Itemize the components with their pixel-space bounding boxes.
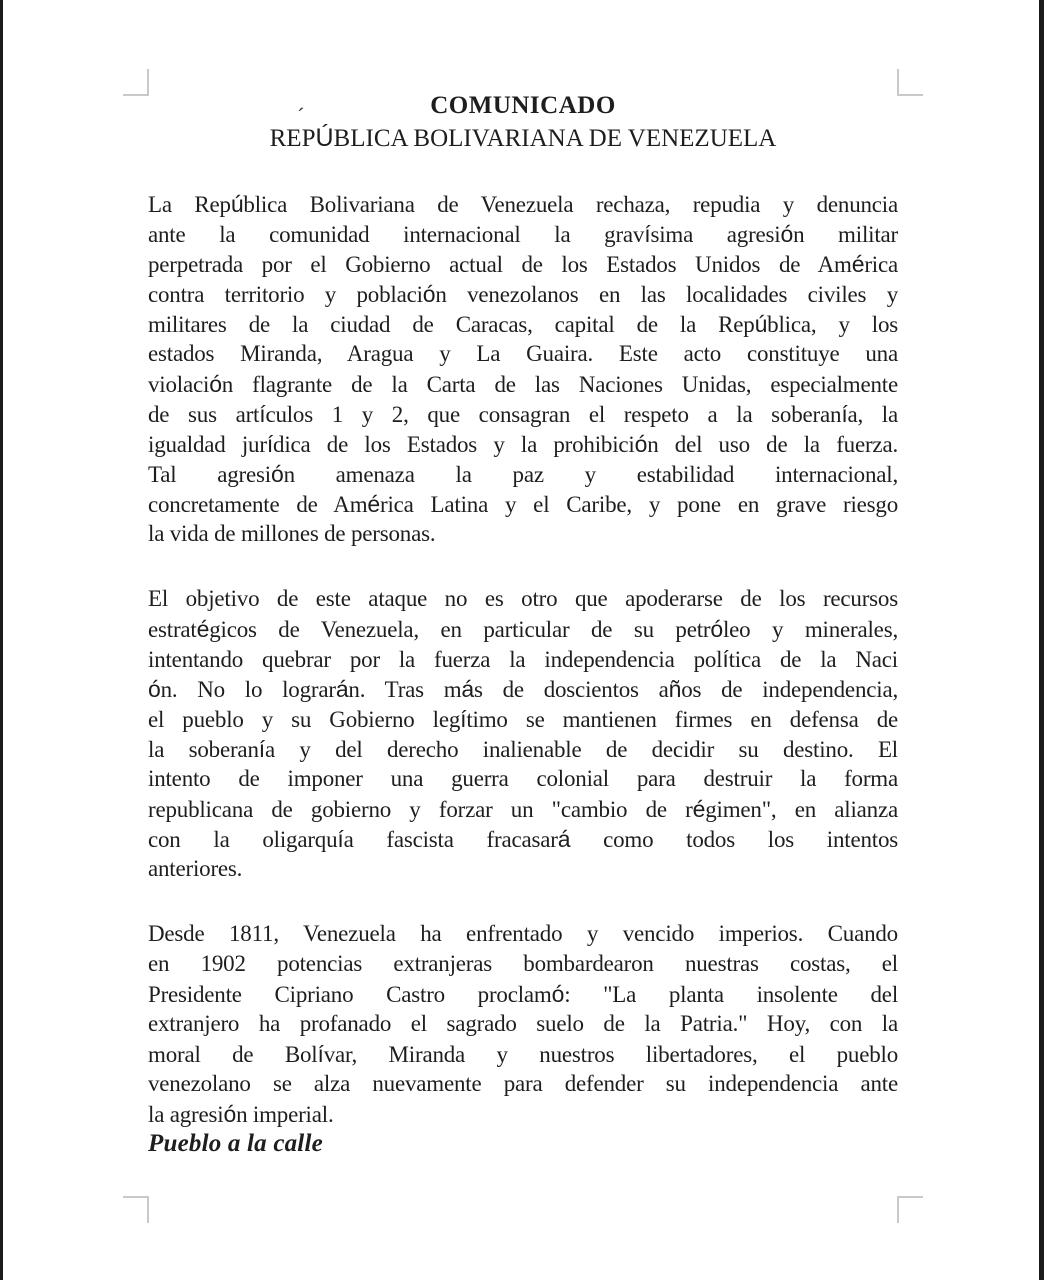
text-line: intentando quebrar por la fuerza la independencia política de la Naci [148, 646, 898, 672]
crop-mark-bottom-right [897, 1196, 923, 1223]
text-line: la soberanía y del derecho inalienable de decidir su destino. El [148, 736, 898, 762]
text-line: moral de Bolívar, Miranda y nuestros libertadores, el pueblo [148, 1041, 898, 1067]
crop-mark-top-right [897, 69, 923, 96]
text-line: ón. No lo lograrán. Tras más de doscientos años de independencia, [148, 676, 898, 702]
text-line: en 1902 potencias extranjeras bombardearon nuestras costas, el [148, 951, 898, 976]
left-border-bar [0, 0, 3, 1280]
text-line: Desde 1811, Venezuela ha enfrentado y vencido imperios. Cuando [148, 921, 898, 946]
crop-mark-bottom-left [123, 1196, 149, 1223]
text-line: perpetrada por el Gobierno actual de los Estados Unidos de América [148, 251, 898, 277]
text-line: la vida de millones de personas. [148, 521, 436, 546]
text-line: venezolano se alza nuevamente para defender su independencia ante [148, 1071, 898, 1096]
stray-accent-mark: ´ [298, 104, 306, 129]
text-line: El objetivo de este ataque no es otro que apoderarse de los recursos [148, 586, 898, 611]
text-line: Presidente Cipriano Castro proclamó: "La planta insolente del [148, 981, 898, 1007]
text-line: intento de imponer una guerra colonial para destruir la forma [148, 766, 898, 791]
text-line: violación flagrante de la Carta de las Naciones Unidas, especialmente [148, 371, 898, 397]
text-line: militares de la ciudad de Caracas, capital de la República, y los [148, 311, 898, 337]
document-title: COMUNICADO [430, 92, 616, 119]
document-content [148, 90, 898, 1159]
paragraph-1 [148, 189, 898, 549]
document-subtitle: REPÚBLICA BOLIVARIANA DE VENEZUELA [269, 124, 777, 152]
text-line: igualdad jurídica de los Estados y la prohibición del uso de la fuerza. [148, 431, 898, 457]
text-line: con la oligarquía fascista fracasará como todos los intentos [148, 826, 898, 852]
text-line: extranjero ha profanado el sagrado suelo de la Patria." Hoy, con la [148, 1011, 898, 1036]
closing-slogan: Pueblo a la calle [148, 1130, 323, 1157]
paragraph-3 [148, 919, 898, 1129]
text-line: La República Bolivariana de Venezuela rechaza, repudia y denuncia [148, 191, 898, 217]
text-line: de sus artículos 1 y 2, que consagran el respeto a la soberanía, la [148, 401, 898, 427]
text-line: la agresión imperial. [148, 1101, 334, 1127]
right-border-bar [1039, 0, 1044, 1280]
text-line: republicana de gobierno y forzar un "cambio de régimen", en alianza [148, 796, 898, 822]
text-line: el pueblo y su Gobierno legítimo se mantienen firmes en defensa de [148, 706, 898, 732]
crop-mark-top-left [123, 69, 149, 96]
text-line: contra territorio y población venezolanos en las localidades civiles y [148, 281, 898, 307]
text-line: ante la comunidad internacional la gravísima agresión militar [148, 221, 898, 247]
text-line: concretamente de América Latina y el Caribe, y pone en grave riesgo [148, 491, 898, 517]
paragraph-2 [148, 584, 898, 884]
text-line: anteriores. [148, 856, 243, 881]
text-line: estratégicos de Venezuela, en particular de su petróleo y minerales, [148, 616, 898, 642]
text-line: Tal agresión amenaza la paz y estabilidad internacional, [148, 461, 898, 487]
text-line: estados Miranda, Aragua y La Guaira. Este acto constituye una [148, 341, 898, 366]
